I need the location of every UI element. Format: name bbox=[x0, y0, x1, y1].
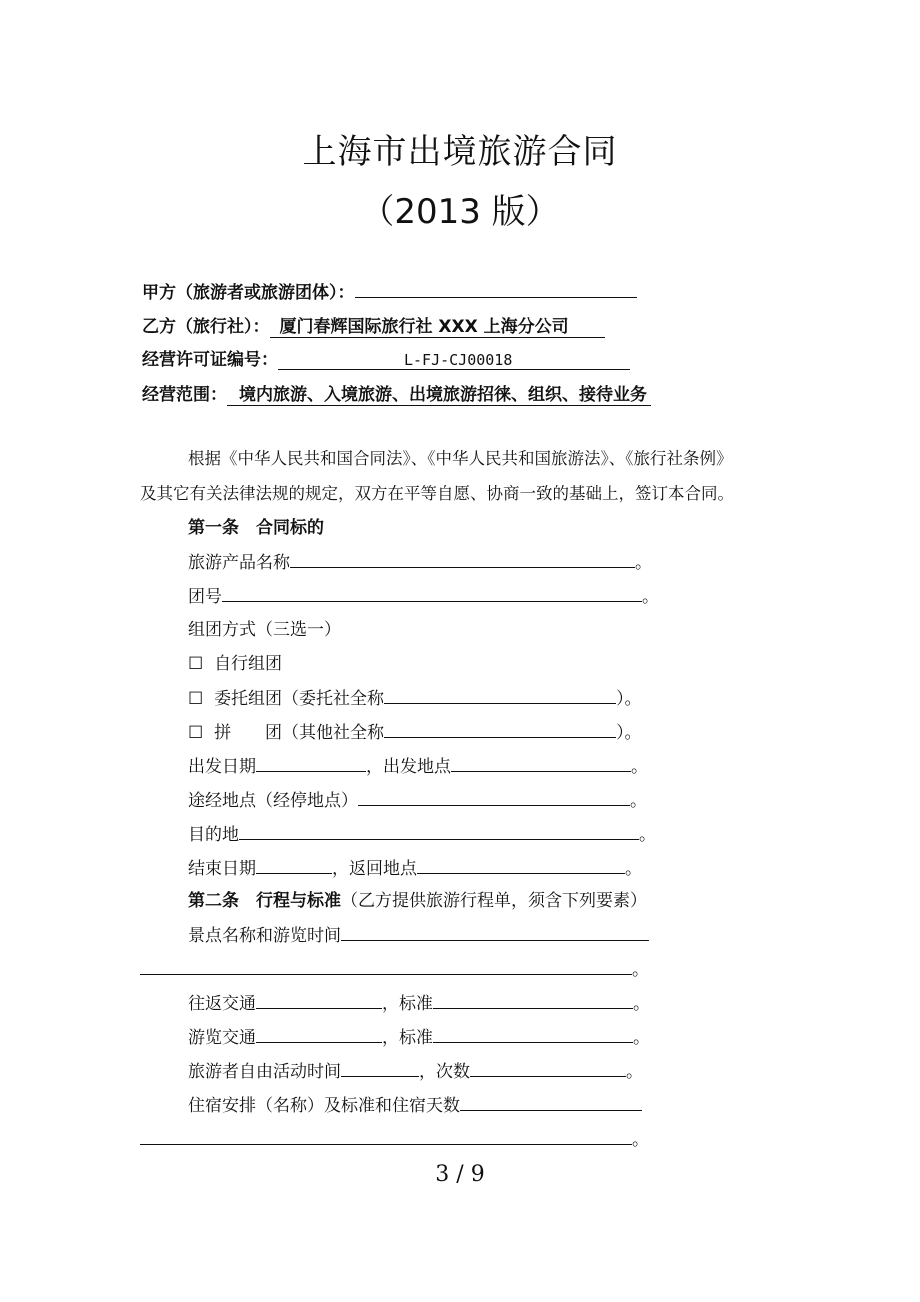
close-paren: ）。 bbox=[616, 689, 642, 709]
license-label: 经营许可证编号： bbox=[142, 350, 278, 370]
free-time-label: 旅游者自由活动时间 bbox=[188, 1062, 341, 1082]
checkbox-icon[interactable]: ☐ bbox=[188, 689, 204, 709]
period: 。 bbox=[633, 1028, 650, 1048]
document-edition: （2013 版） bbox=[360, 192, 560, 232]
via-place-label: 途经地点（经停地点） bbox=[188, 791, 358, 811]
group-no-label: 团号 bbox=[188, 587, 222, 607]
sights-row-cont bbox=[140, 954, 649, 980]
depart-place-label: ，出发地点 bbox=[366, 757, 451, 777]
close-paren: ）。 bbox=[616, 723, 642, 743]
article-1-heading: 第一条 合同标的 bbox=[188, 518, 324, 538]
period: 。 bbox=[625, 859, 642, 879]
party-b-value: 厦门春辉国际旅行社 XXX 上海分公司 bbox=[270, 317, 605, 338]
standard-label: ，标准 bbox=[382, 994, 433, 1014]
scope-value: 境内旅游、入境旅游、出境旅游招徕、组织、接待业务 bbox=[227, 385, 651, 406]
option-combined-row bbox=[188, 717, 642, 743]
period: 。 bbox=[626, 1062, 643, 1082]
checkbox-icon[interactable]: ☐ bbox=[188, 654, 204, 674]
party-b-label: 乙方（旅行社）： bbox=[142, 317, 270, 337]
transport-round-row bbox=[188, 988, 650, 1014]
option-combined-label: 拼 团（其他社全称 bbox=[214, 723, 385, 743]
lodging-row-cont bbox=[140, 1124, 649, 1150]
scope-row bbox=[142, 380, 651, 405]
intro-line-2: 及其它有关法律法规的规定，双方在平等自愿、协商一致的基础上，签订本合同。 bbox=[140, 484, 734, 503]
times-blank[interactable] bbox=[470, 1056, 626, 1077]
standard-label: ，标准 bbox=[382, 1028, 433, 1048]
free-time-blank[interactable] bbox=[341, 1056, 419, 1077]
lodging-label: 住宿安排（名称）及标准和住宿天数 bbox=[188, 1096, 460, 1116]
via-place-blank[interactable] bbox=[358, 785, 630, 806]
destination-blank[interactable] bbox=[239, 819, 639, 840]
depart-date-label: 出发日期 bbox=[188, 757, 256, 777]
product-name-blank[interactable] bbox=[290, 547, 635, 568]
period: 。 bbox=[632, 1130, 649, 1150]
option-self-row bbox=[188, 649, 282, 674]
page-number: 3 / 9 bbox=[435, 1162, 485, 1187]
sights-label: 景点名称和游览时间 bbox=[188, 926, 341, 946]
transport-round-blank[interactable] bbox=[256, 988, 382, 1009]
via-row bbox=[188, 785, 647, 811]
destination-label: 目的地 bbox=[188, 825, 239, 845]
entrust-agency-blank[interactable] bbox=[384, 683, 616, 704]
party-a-blank[interactable] bbox=[355, 277, 637, 298]
period: 。 bbox=[630, 791, 647, 811]
depart-row bbox=[188, 751, 648, 777]
transport-tour-standard-blank[interactable] bbox=[433, 1022, 633, 1043]
other-agency-blank[interactable] bbox=[384, 717, 616, 738]
group-mode-label: 组团方式（三选一） bbox=[188, 620, 341, 640]
lodging-blank-cont[interactable] bbox=[140, 1124, 632, 1145]
period: 。 bbox=[635, 553, 652, 573]
transport-round-standard-blank[interactable] bbox=[433, 988, 633, 1009]
free-time-row bbox=[188, 1056, 643, 1082]
document-title: 上海市出境旅游合同 bbox=[302, 132, 618, 172]
depart-place-blank[interactable] bbox=[451, 751, 631, 772]
group-no-row bbox=[188, 581, 659, 607]
return-place-label: ，返回地点 bbox=[332, 859, 417, 879]
transport-tour-label: 游览交通 bbox=[188, 1028, 256, 1048]
return-place-blank[interactable] bbox=[417, 853, 625, 874]
sights-blank-cont[interactable] bbox=[140, 954, 632, 975]
license-row bbox=[142, 345, 630, 370]
option-self-label: 自行组团 bbox=[214, 654, 283, 674]
checkbox-icon[interactable]: ☐ bbox=[188, 723, 204, 743]
period: 。 bbox=[631, 757, 648, 777]
scope-label: 经营范围： bbox=[142, 385, 227, 405]
article-2-heading-row bbox=[188, 886, 647, 911]
destination-row bbox=[188, 819, 656, 845]
end-date-label: 结束日期 bbox=[188, 859, 256, 879]
depart-date-blank[interactable] bbox=[256, 751, 366, 772]
party-a-row bbox=[142, 277, 637, 303]
intro-line-1: 根据《中华人民共和国合同法》、《中华人民共和国旅游法》、《旅行社条例》 bbox=[188, 449, 733, 468]
lodging-blank[interactable] bbox=[460, 1090, 642, 1111]
times-label: ，次数 bbox=[419, 1062, 470, 1082]
party-b-row bbox=[142, 312, 605, 337]
transport-round-label: 往返交通 bbox=[188, 994, 256, 1014]
transport-tour-row bbox=[188, 1022, 650, 1048]
option-entrust-label: 委托组团（委托社全称 bbox=[214, 689, 385, 709]
period: 。 bbox=[632, 960, 649, 980]
option-entrust-row bbox=[188, 683, 642, 709]
period: 。 bbox=[642, 587, 659, 607]
product-name-row bbox=[188, 547, 652, 573]
end-row bbox=[188, 853, 642, 879]
period: 。 bbox=[639, 825, 656, 845]
article-2-heading-note: （乙方提供旅游行程单，须含下列要素） bbox=[341, 891, 647, 911]
sights-row bbox=[188, 920, 649, 946]
period: 。 bbox=[633, 994, 650, 1014]
end-date-blank[interactable] bbox=[256, 853, 332, 874]
article-2-heading: 第二条 行程与标准 bbox=[188, 891, 341, 911]
transport-tour-blank[interactable] bbox=[256, 1022, 382, 1043]
license-value: L-FJ-CJ00018 bbox=[278, 351, 630, 370]
party-a-label: 甲方（旅游者或旅游团体）： bbox=[142, 283, 355, 303]
sights-blank[interactable] bbox=[341, 920, 649, 941]
group-no-blank[interactable] bbox=[222, 581, 642, 602]
lodging-row bbox=[188, 1090, 642, 1116]
product-name-label: 旅游产品名称 bbox=[188, 553, 290, 573]
